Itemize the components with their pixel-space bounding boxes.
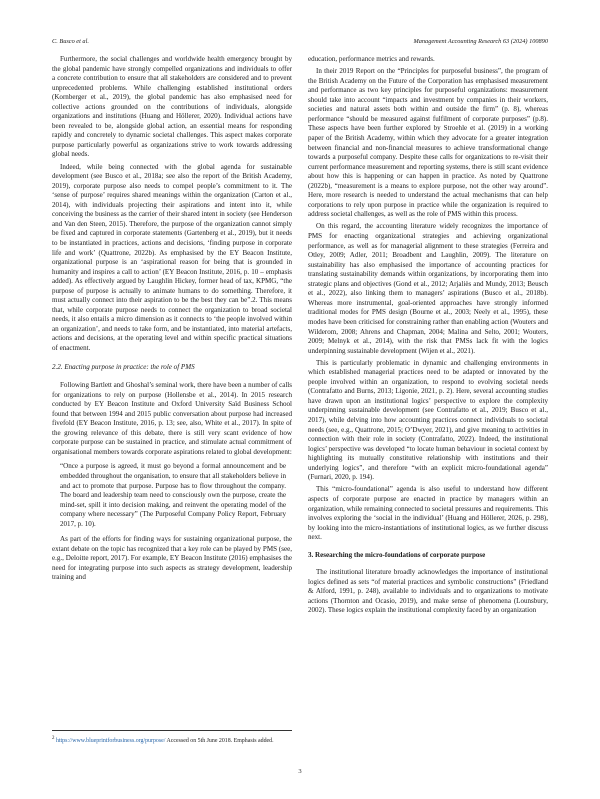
section-heading: 3. Researching the micro-foundations of corporate purpose bbox=[308, 550, 486, 559]
paragraph: This is particularly problematic in dynamic and challenging environments in which established managerial practices need to be adapted or innovated by the people involved within an organization, to respond to evolving societal needs (Contrafatto and Burns, 2013; Ligonie, 2021, p. 2). Here, several accounting studies have drawn upon an institutional logics’ perspective to explore the complexity underpinning sustainable development (see Contrafatto et al., 2019; Busco et al., 2017), while delving into how accounting practices connect individuals to societal needs (see, e.g., Quattrone, 2015; O’Dwyer, 2021), and give meaning to activities in connection with their role in society (Contrafatto, 2022). Indeed, the institutional logics’ perspective was developed “to locate human behaviour in societal context by highlighting its mutually constitutive relationship with institutions and their underlying logics”, and therefore “with an explicit micro-foundational agenda” (Furnari, 2020, p. 194). bbox=[308, 358, 548, 482]
paragraph: Furthermore, the social challenges and worldwide health emergency brought by the global pandemic have strongly compelled organizations and individuals to offer a concrete contribution to ensure that all stakeholders are considered and to prevent unprecedented problems. While challenging established institutional orders (Kornberger et al., 2019), the global pandemic has also emphasised need for collective actions grounded on the contributions of individuals, alongside organizations and institutions (Huang and Höllerer, 2020). Individual actions have been revealed to be, alongside global action, an essential means for responding rapidly and concretely to dynamic societal challenges. This aspect makes corporate purpose particularly powerful as organizations strive to work towards addressing global needs. bbox=[52, 55, 292, 159]
paragraph: In their 2019 Report on the “Principles for purposeful business”, the program of the British Academy on the Future of the Corporation has emphasised measurement and performance as two key principles for purposeful organizations: measurement should take into account “impacts and investment by companies in their workers, societies and natural assets both within and outside the firm” (p. 8), whereas performance “should be measured against fulfilment of corporate purposes” (p.8). These aspects have been further explored by Stroehle et al. (2019) in a working paper of the British Academy, within which they advocate for a greater integration between financial and non-financial measures to achieve transformational change towards a purposeful company. Despite these calls for organizations to re-visit their current performance measurement and reporting systems, there is still scant evidence about how this is happening or can happen in practice. As noted by Quattrone (2022b), “measurement is a means to explore purpose, not the other way around”. Here, more research is needed to understand the actual mechanisms that can help corporations to rely upon purpose in practice while the organization is required to address societal challenges, as well as the role of PMS within this process. bbox=[308, 67, 548, 219]
paragraph: This “micro-foundational” agenda is also useful to understand how different aspects of corporate purpose are enacted in practice by managers within an organization, while remaining connected to societal pressures and requirements. This involves exploring the ‘social in the individual’ (Huang and Höllerer, 2026, p. 298), by looking into the micro-instantiations of institutional logics, as we further discuss next. bbox=[308, 485, 548, 542]
header-authors: C. Busco et al. bbox=[52, 38, 89, 45]
header-journal: Management Accounting Research 63 (2024) 100890 bbox=[413, 38, 548, 45]
footnote-mark: 2 bbox=[52, 736, 55, 741]
footnote-link[interactable]: https://www.blueprintforbusiness.org/purpose/ bbox=[55, 737, 166, 744]
paragraph: As part of the efforts for finding ways for sustaining organizational purpose, the extant debate on the topic has recognized that a key role can be played by PMS (see, e.g., Deloitte report, 2017). For example, EY Beacon Institute (2016) emphasises the need for integrating purpose into such aspects as strategy development, leadership training and bbox=[52, 535, 292, 582]
paragraph: education, performance metrics and rewards. bbox=[308, 55, 435, 63]
right-column bbox=[308, 55, 548, 619]
page-number: 3 bbox=[298, 768, 302, 775]
paragraph: Following Bartlett and Ghoshal’s seminal work, there have been a number of calls for organizations to rely on purpose (Hollensbe et al., 2014). In 2015 research conducted by EY Beacon Institute and Oxford University Saïd Business School found that between 1994 and 2015 public conversation about purpose had increased fivefold (EY Beacon Institute, 2016, p. 13; see, also, White et al., 2017). In spite of the growing relevance of this debate, there is still very scant evidence of how corporate purpose can be sustained in practice, and stimulate actual commitment of organisational members towards corporate aspirations related to global development: bbox=[52, 381, 292, 456]
paragraph: On this regard, the accounting literature widely recognizes the importance of PMS for enacting organizational strategies and achieving organizational performance, as well as for managerial alignment to these strategies (Ferreira and Otley, 2009; Adler, 2011; Broadbent and Laughlin, 2009). The literature on sustainability has also emphasised the importance of accounting practices for translating sustainability demands within organizations, by incorporating them into strategic plans and objectives (Gond et al., 2012; Arjaliès and Mundy, 2013; Beusch et al., 2022), also linking them to managers’ aspirations (Busco et al., 2018b). Whereas more instrumental, goal-oriented approaches have strongly informed traditional modes for PMS design (Bourne et al., 2003; Neely et al., 1995), these modes have been criticised for constraining rather than enabling action (Wouters and Wilderom, 2008; Ahrens and Chapman, 2004; Malina and Selto, 2001; Wouters, 2009; Melnyk et al., 2014), with the risk that PMSs lack fit with the logics underpinning sustainable development (Wijen et al., 2021). bbox=[308, 222, 548, 355]
running-header bbox=[52, 38, 548, 50]
left-column bbox=[52, 55, 292, 586]
paragraph: Indeed, while being connected with the global agenda for sustainable development (see Busco et al., 2018a; see also the report of the British Academy, 2019), corporate purpose also needs to compel people’s commitment to it. The ‘sense of purpose’ requires shared meanings within the organization (Carton et al., 2014), with individuals projecting their aspirations and intent into it, while conceiving the business as the carrier of their shared intent in society (see Henderson and Van den Steen, 2015). Therefore, the purpose of the organization cannot simply be fixed and captured in corporate statements (Gartenberg et al., 2019), but it needs to be instantiated in practices, actions and decisions, ‘finding purpose in corporate life and work’ (Quattrone, 2022b). As emphasised by the EY Beacon Institute, organizational purpose is an ‘aspirational reason for being that is grounded in humanity and inspires a call to action’ (EY Beacon Institute, 2016, p. 10 – emphasis added). As effectively argued by Laughlin Hickey, former head of tax, KPMG, “the purpose of purpose is actually to animate humans to do something. Therefore, it must actually connect into their aspiration to be the best they can be”.2. This means that, while corporate purpose needs to connect the organization to broad societal needs, it also entails a micro dimension as it connects to ‘the people involved within an organization’, and needs to take form, and be instantiated, into material artefacts, actions and decisions, at the operating level and within specific practical situations of enactment. bbox=[52, 162, 292, 352]
quote-text: “Once a purpose is agreed, it must go beyond a formal announcement and be embedded throughout the organisation, to ensure that all stakeholders believe in and act to promote that purpose. Purpose has to flow throughout the company. The board and leadership team need to consciously own the purpose, create the mind-set, spill it into decision making, and reinvent the operating model of the company where necessary” (The Purposeful Company Policy Report, February 2017, p. 10). bbox=[60, 462, 286, 528]
paragraph: The institutional literature broadly acknowledges the importance of institutional logics defined as sets “of material practices and symbolic constructions” (Friedland & Alford, 1991, p. 248), available to individuals and to organizations to motivate actions (Thornton and Ocasio, 2019), and make sense of phenomena (Lounsbury, 2002). These logics explain the institutional complexity faced by an organization bbox=[308, 568, 548, 615]
footnote-text: Accessed on 5th June 2018. Emphasis added. bbox=[165, 737, 274, 744]
section-heading: 2.2. Enacting purpose in practice: the role of PMS bbox=[52, 362, 195, 371]
footnote bbox=[52, 730, 292, 745]
block-quote bbox=[60, 462, 286, 529]
